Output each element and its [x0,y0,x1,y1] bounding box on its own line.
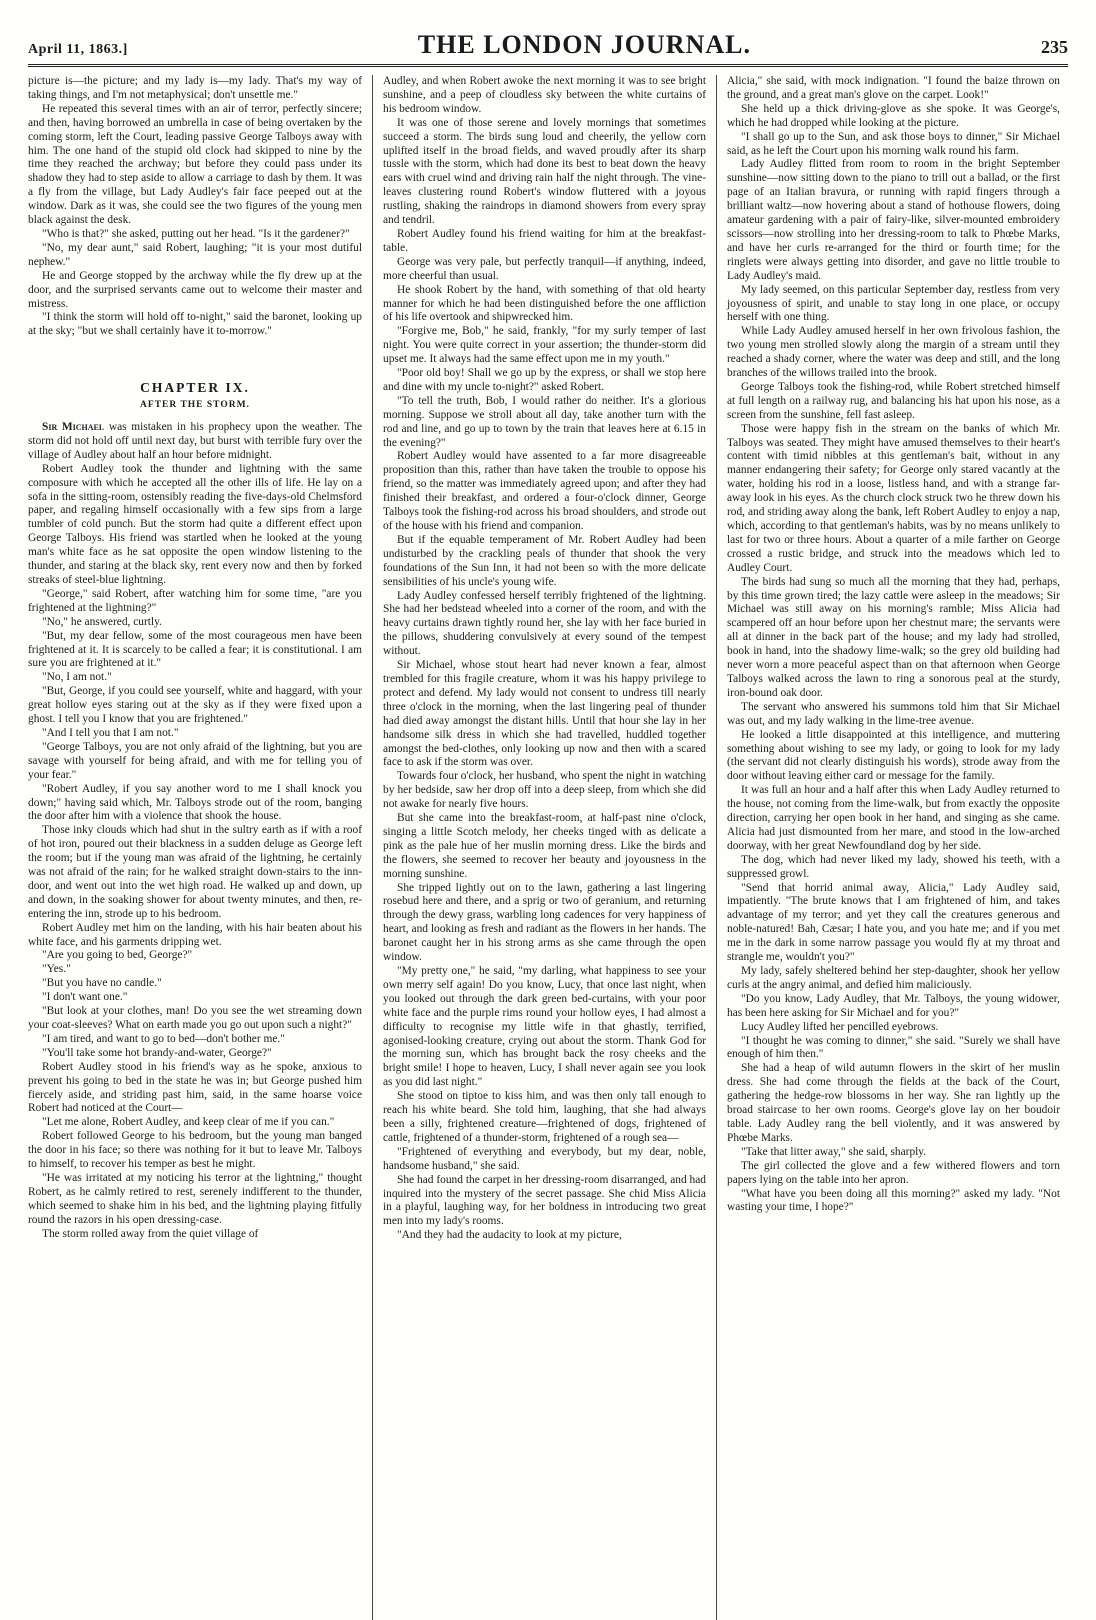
paragraph: While Lady Audley amused herself in her own frivolous fashion, the two young men strolled slowly along the margin of a stream until they reached a shady corner, where the water was deep and still, and the long branches of the willows trailed into the brook. [727,325,1060,380]
paragraph: He looked a little disappointed at this intelligence, and muttering something about wishing to see my lady, or going to look for my lady (the servant did not clearly distinguish his words), strode away from the door without leaving either card or message for the family. [727,728,1060,783]
paragraph: "Who is that?" she asked, putting out her head. "Is it the gardener?" [42,227,350,240]
text-columns [28,75,1068,1620]
paragraph: Robert Audley found his friend waiting for him at the breakfast-table. [383,227,706,254]
page-header [28,30,1068,67]
paragraph: "Frightened of everything and everybody, but my dear, noble, handsome husband," she said. [383,1145,706,1172]
column-3 [716,75,1060,1620]
paragraph: Lucy Audley lifted her pencilled eyebrows. [741,1020,939,1033]
chapter-subtitle: AFTER THE STORM. [140,400,250,411]
paragraph: "Do you know, Lady Audley, that Mr. Talboys, the young widower, has been here asking for Sir Michael and for you?" [727,992,1060,1019]
journal-title: THE LONDON JOURNAL. [417,30,751,59]
paragraph: "I thought he was coming to dinner," she said. "Surely we shall have enough of him then." [727,1034,1060,1061]
paragraph: "No, I am not." [42,671,112,684]
column-1 [28,75,372,1620]
paragraph: "And they had the audacity to look at my picture, [397,1229,622,1242]
paragraph: "Poor old boy! Shall we go up by the express, or shall we stop here and dine with my uncle to-night?" asked Robert. [383,367,706,393]
paragraph: "No, my dear aunt," said Robert, laughing; "it is your most dutiful nephew." [28,241,362,268]
column-2 [372,75,716,1620]
paragraph: He repeated this several times with an air of terror, perfectly sincere; and then, having borrowed an umbrella in case of being overtaken by the coming storm, left the Court, leading passive George Talboys away with him. The one hand of the stupid old clock had skipped to nine by the time they reached the archway; but before they could pass under its shadow they had to step aside to allow a carriage to dash by them. It was a fly from the village, but Lady Audley's fair face peeped out at the window. Dark as it was, she could see the two figures of the young men black against the desk. [28,102,362,227]
paragraph: But if the equable temperament of Mr. Robert Audley had been undisturbed by the crackling peals of thunder that shook the very foundations of the Sun Inn, it had not been so with the more delicate sensibilities of his uncle's young wife. [383,533,706,588]
paragraph: Robert Audley would have assented to a far more disagreeable proposition than this, rather than have taken the trouble to oppose his friend, so the matter was immediately agreed upon; and after they had finished their breakfast, and ordered a four-o'clock dinner, George Talboys took the fishing-rod across his broad shoulders, and strode out of the house with his friend and companion. [383,450,706,532]
paragraph: He shook Robert by the hand, with something of that old hearty manner for which he had been distinguished before the one affliction of his life overtook and shipwrecked him. [383,283,706,324]
paragraph: George was very pale, but perfectly tranquil—if anything, indeed, more cheerful than usual. [383,255,706,282]
paragraph: "George," said Robert, after watching him for some time, "are you frightened at the lightning?" [28,587,362,614]
paragraph: The birds had sung so much all the morning that they had, perhaps, by this time grown tired; the lazy cattle were asleep in the meadows; Sir Michael was still away on his morning's ramble; Miss Alicia had scampered off an hour before upon her chestnut mare; the servants were all at dinner in the back part of the house; and my lady had strolled, book in hand, into the shadowy lime-walk; so the grey old building had never worn a more peaceful aspect than on that afternoon when George Talboys walked across the lawn to ring a sonorous peal at the sturdy, iron-bound oak door. [727,575,1060,699]
paragraph: She tripped lightly out on to the lawn, gathering a last lingering rosebud here and there, and a sprig or two of geranium, and returning through the dewy grass, warbling long cadences for very happiness of heart, and looking as fresh and radiant as the flowers in her hands. The baronet caught her in his strong arms as she came through the open window. [383,881,706,964]
paragraph: "My pretty one," he said, "my darling, what happiness to see your own merry self again! Do you know, Lucy, that once last night, when you looked out through the dark green bed-curtains, with your poor white face and the purple rims round your hollow eyes, I had almost a difficulty to recognise my little wife in that ghastly, terrified, agonised-looking creature, crying out about the storm. Thank God for the morning sun, which has brought back the rosy cheeks and the bright smile! I hope to heaven, Lucy, I shall never again see you look as you did last night." [383,965,706,1089]
paragraph: Towards four o'clock, her husband, who spent the night in watching by her bedside, saw her drop off into a deep sleep, from which she did not awake for nearly five hours. [383,770,706,811]
paragraph: My lady seemed, on this particular September day, restless from very joyousness of spirit, and unable to stay long in one place, or occupy herself with one thing. [727,283,1060,324]
paragraph: Robert followed George to his bedroom, but the young man banged the door in his face; so there was nothing for it but to leave Mr. Talboys to himself, to recover his temper as best he might. [28,1130,362,1171]
lead-in: Sir Michael [42,421,105,434]
paragraph: Robert Audley met him on the landing, with his hair beaten about his white face, and his garments dripping wet. [28,921,362,948]
paragraph: Robert Audley stood in his friend's way as he spoke, anxious to prevent his going to bed in the state he was in; but George pushed him fiercely aside, and striding past him, said, in the same hoarse voice Robert had noticed at the Court— [28,1060,362,1115]
page-number: 235 [1040,37,1068,57]
paragraph: "Forgive me, Bob," he said, frankly, "for my surly temper of last night. You were quite correct in your assertion; the thunder-storm did upset me. It always had the same effect upon me in my youth." [383,325,706,366]
paragraph: The dog, which had never liked my lady, showed his teeth, with a suppressed growl. [727,853,1060,880]
paragraph: "Are you going to bed, George?" [42,949,193,962]
paragraph: "Robert Audley, if you say another word to me I shall knock you down;" having said which, Mr. Talboys strode out of the room, banging the door after him with a violence that shook the house. [28,782,362,823]
paragraph: "But look at your clothes, man! Do you see the wet streaming down your coat-sleeves? What on earth made you go out upon such a night?" [28,1005,362,1031]
paragraph: Robert Audley took the thunder and lightning with the same composure with which he accepted all the other ills of life. He lay on a sofa in the sitting-room, ostensibly reading the five-days-old Chelmsford paper, and regaling himself occasionally with a few sips from a large tumbler of cold punch. But the storm had quite a different effect upon George Talboys. His friend was startled when he looked at the young man's white face as he sat opposite the open window listening to the thunder, and staring at the black sky, rent every now and then by forked streaks of steel-blue lightning. [28,462,362,586]
paragraph: The girl collected the glove and a few withered flowers and torn papers lying on the table into her apron. [727,1159,1060,1186]
paragraph: She had found the carpet in her dressing-room disarranged, and had inquired into the mystery of the secret passage. She chid Miss Alicia in a playful, laughing way, for her boldness in introducing two great men into my lady's rooms. [383,1173,706,1228]
paragraph: "George Talboys, you are not only afraid of the lightning, but you are savage with yourself for being afraid, and with me for telling you of your fear." [28,740,362,781]
paragraph: The storm rolled away from the quiet village of [42,1227,259,1240]
paragraph: "Yes." [42,963,71,976]
paragraph [28,421,362,463]
paragraph: "I shall go up to the Sun, and ask those boys to dinner," Sir Michael said, as he left the Court upon his morning walk round his farm. [727,130,1060,157]
paragraph: But she came into the breakfast-room, at half-past nine o'clock, singing a little Scotch melody, her cheeks tinged with as delicate a pink as the pale hue of her muslin morning dress. Like the birds and the flowers, she seemed to recover her beauty and joyousness in the morning sunshine. [383,812,706,880]
paragraph: Those inky clouds which had shut in the sultry earth as if with a roof of hot iron, poured out their blackness in a sudden deluge as George left the room; but if the young man was afraid of the lightning, he certainly was not afraid of the rain; for he walked straight down-stairs to the inn-door, and went out into the wet high road. He walked up and down, up and down, in the soaking shower for about twenty minutes, and then, re-entering the inn, strode up to his bedroom. [28,824,362,920]
paragraph: It was one of those serene and lovely mornings that sometimes succeed a storm. The birds sung loud and cheerily, the yellow corn uplifted itself in the broad fields, and waved proudly after its sharp tussle with the storm, which had done its best to beat down the heavy ears with cruel wind and driving rain half the night through. The vine-leaves clustering round Robert's window fluttered with a joyous rustling, shaking the raindrops in diamond showers from every spray and tendril. [383,116,706,227]
paragraph: "But, my dear fellow, some of the most courageous men have been frightened at it. It is scarcely to be called a fear; it is constitutional. I am sure you are frightened at it." [28,629,362,670]
paragraph: My lady, safely sheltered behind her step-daughter, shook her yellow curls at the angry animal, and defied him maliciously. [727,965,1060,991]
chapter-heading: CHAPTER IX. [140,380,250,396]
paragraph: "What have you been doing all this morning?" asked my lady. "Not wasting your time, I hope?" [727,1187,1060,1214]
paragraph-text: was mistaken in his prophecy upon the weather. The storm did not hold off until next day, but burst with terrible fury over the village of Audley about half an hour before midnight. [28,421,362,461]
paragraph: "And I tell you that I am not." [42,726,179,739]
paragraph: "I am tired, and want to go to bed—don't bother me." [42,1032,285,1045]
paragraph: "He was irritated at my noticing his terror at the lightning," thought Robert, as he calmly retired to rest, serenely indifferent to the thunder, which seemed to shake him in his bed, and the lightning playing fitfully round the razors in his open dressing-case. [28,1171,362,1226]
paragraph: Sir Michael, whose stout heart had never known a fear, almost trembled for this fragile creature, whom it was his happy privilege to protect and defend. My lady would not consent to undress till nearly three o'clock in the morning, when the last lingering peal of thunder had died away amongst the distant hills. Until that hour she lay in her handsome silk dress in which she had travelled, huddled together amongst the bed-clothes, only looking up now and then with a scared face to ask if the storm was over. [383,659,706,769]
paragraph: "To tell the truth, Bob, I would rather do neither. It's a glorious morning. Suppose we stroll about all day, take another turn with the rod and line, and go up to town by the train that leaves here at 6.15 in the evening?" [383,394,706,449]
paragraph: He and George stopped by the archway while the fly drew up at the door, and the surprised servants came out to welcome their master and mistress. [28,269,362,310]
paragraph: It was full an hour and a half after this when Lady Audley returned to the house, not coming from the lime-walk, but from exactly the opposite direction, carrying her open book in her hand, and singing as she came. Alicia had just dismounted from her mare, and stood in the low-arched doorway, with her great Newfoundland dog by her side. [727,784,1060,852]
paragraph: She held up a thick driving-glove as she spoke. It was George's, which he had dropped while looking at the picture. [727,102,1060,129]
paragraph: Lady Audley flitted from room to room in the bright September sunshine—now sitting down to the piano to trill out a ballad, or the first page of an Italian bravura, or running with rapid fingers through a brilliant waltz—now hovering about a stand of hothouse flowers, doing amateur gardening with a pair of fairy-like, silver-mounted embroidery scissors—now strolling into her dressing-room to talk to Phœbe Marks, and have her curls re-arranged for the third or fourth time; for the ringlets were always getting into disorder, and gave no little trouble to Lady Audley's maid. [727,158,1060,282]
paragraph: Alicia," she said, with mock indignation. "I found the baize thrown on the ground, and a great man's glove on the carpet. Look!" [727,75,1060,101]
paragraph: "Send that horrid animal away, Alicia," Lady Audley said, impatiently. "The brute knows that I am frightened of him, and takes advantage of my terror; and yet they call the creatures generous and noble-natured! Bah, Cæsar; I hate you, and you hate me; and if you met me in the dark in some narrow passage you would fly at my throat and strangle me, wouldn't you?" [727,881,1060,964]
paragraph: "But, George, if you could see yourself, white and haggard, with your great hollow eyes staring out at the sky as if they were fixed upon a ghost. I tell you I know that you are frightened." [28,685,362,726]
paragraph: Lady Audley confessed herself terribly frightened of the lightning. She had her bedstead wheeled into a corner of the room, and with the heavy curtains drawn tightly round her, she lay with her face buried in the pillows, shuddering convulsively at every sound of the tempest without. [383,589,706,658]
paragraph: "No," he answered, curtly. [42,615,162,628]
paragraph: picture is—the picture; and my lady is—my lady. That's my way of taking things, and I'm not metaphysical; don't unsettle me." [28,75,362,101]
paragraph: "I don't want one." [42,991,128,1004]
paragraph: George Talboys took the fishing-rod, while Robert stretched himself at full length on a railway rug, and balancing his hat upon his nose, as a screen from the sunshine, fell fast asleep. [727,380,1060,421]
paragraph: "I think the storm will hold off to-night," said the baronet, looking up at the sky; "but we shall certainly have it to-morrow." [28,311,362,338]
issue-date: April 11, 1863.] [28,42,128,57]
paragraph: "But you have no candle." [42,977,162,990]
paragraph: "You'll take some hot brandy-and-water, George?" [42,1046,272,1059]
paragraph: She stood on tiptoe to kiss him, and was then only tall enough to reach his white beard. She told him, laughing, that she had always been a silly, frightened creature—frightened of dogs, frightened of cattle, frightened of a thunder-storm, frightened of a rough sea— [383,1090,706,1144]
paragraph: Those were happy fish in the stream on the banks of which Mr. Talboys was seated. They might have amused themselves to their heart's content with timid nibbles at this gentleman's bait, without in any manner endangering their safety; for George only stared vacantly at the water, holding his rod in a loose, listless hand, and with a strange far-away look in his eyes. As the church clock struck two he threw down his rod, and striding away along the bank, left Robert Audley to enjoy a nap, which, according to that gentleman's habits, was by no means unlikely to last for two or three hours. About a quarter of a mile farther on George crossed a rustic bridge, and struck into the meadows which led to Audley Court. [727,422,1060,574]
paragraph: She had a heap of wild autumn flowers in the skirt of her muslin dress. She had come through the fields at the back of the Court, gathering the hedge-row blossoms in her way. She ran lightly up the broad staircase to her own rooms. George's glove lay on her boudoir table. Lady Audley rang the bell violently, and it was answered by Phœbe Marks. [727,1062,1060,1144]
paragraph: The servant who answered his summons told him that Sir Michael was out, and my lady walking in the lime-tree avenue. [727,700,1060,727]
paragraph: "Take that litter away," she said, sharply. [741,1145,927,1158]
paragraph: Audley, and when Robert awoke the next morning it was to see bright sunshine, and a peep of cloudless sky between the white curtains of his bedroom window. [383,75,706,115]
paragraph: "Let me alone, Robert Audley, and keep clear of me if you can." [42,1116,335,1129]
